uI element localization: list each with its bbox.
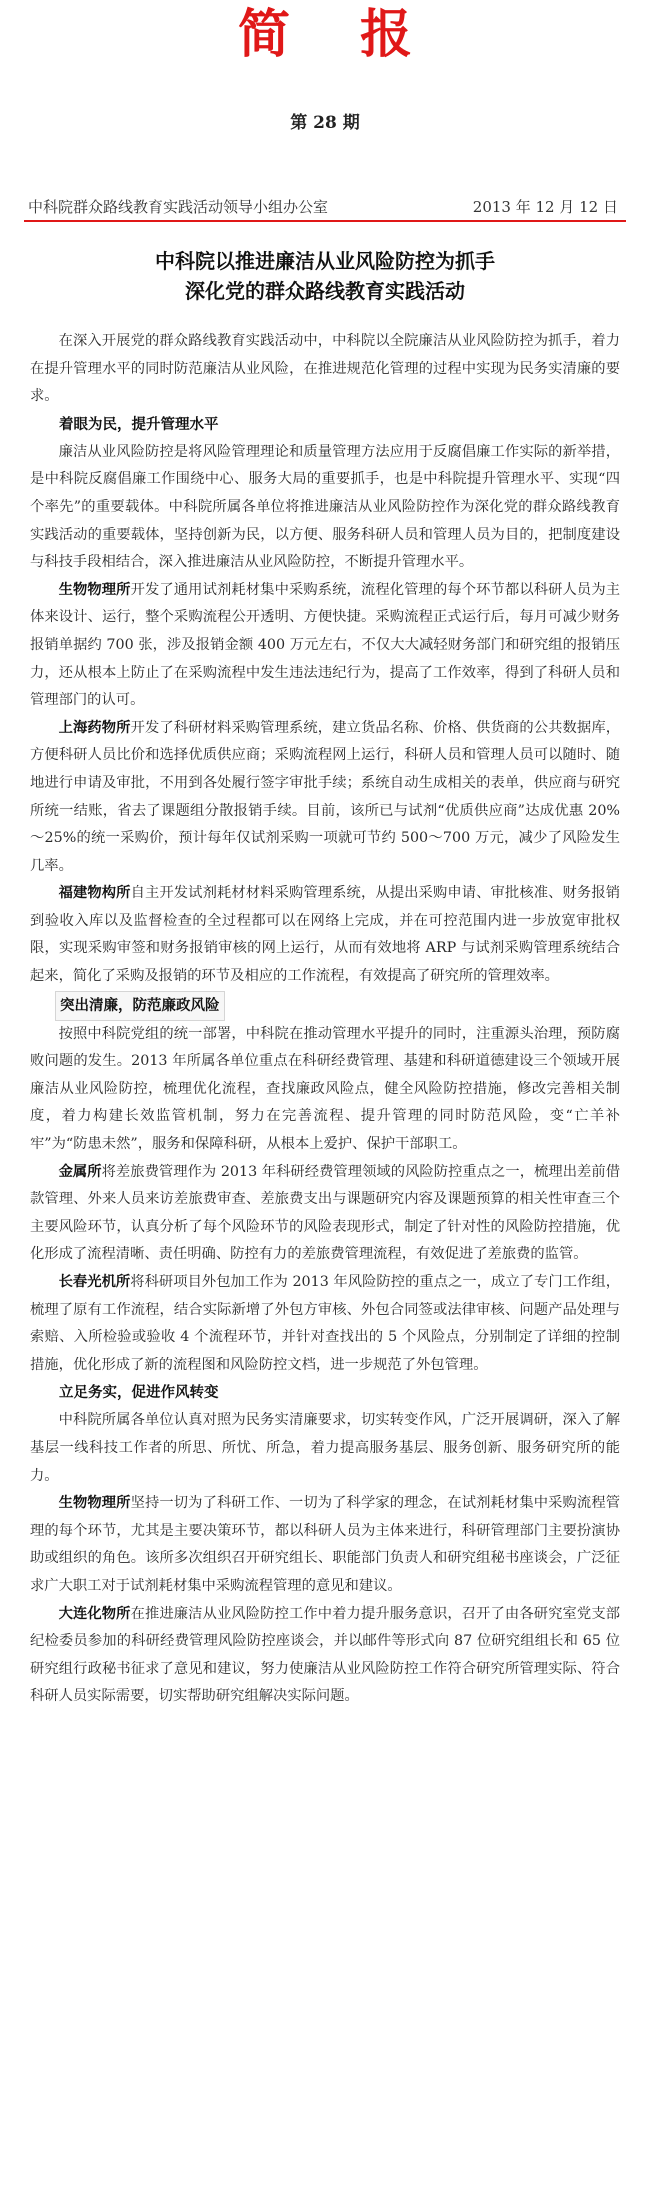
article-body — [30, 328, 620, 1711]
article-title — [0, 246, 650, 306]
unit-name: 金属所 — [58, 1163, 102, 1180]
section-heading-1: 着眼为民，提升管理水平 — [59, 416, 219, 433]
section-1-paragraph-2 — [30, 577, 620, 715]
section-3-paragraph-2 — [30, 1490, 620, 1600]
section-2-paragraph-1: 按照中科院党组的统一部署，中科院在推动管理水平提升的同时，注重源头治理，预防腐败问题的发生。2013 年所属各单位重点在科研经费管理、基建和科研道德建设三个领域开展廉洁从业风险防控，梳理优化流程，查找廉政风险点，健全风险防控措施，修改完善相关制度，着力构建长效监管机制，努力在完善流程、提升管理的同时防范风险，变“亡羊补牢”为“防患未然”，服务和保障科研，从根本上爱护、保护干部职工。 — [30, 1025, 620, 1153]
paragraph-text: 将科研项目外包加工作为 2013 年风险防控的重点之一，成立了专门工作组，梳理了原有工作流程，结合实际新增了外包方审核、外包合同签或法律审核、问题产品处理与索赔、入所检验或验收 4 个流程环节，并针对查找出的 5 个风险点，分别制定了详细的控制措施，优化形成了新的流程图和风险防控文档，进一步规范了外包管理。 — [30, 1274, 620, 1373]
red-divider-line — [24, 220, 626, 222]
article-title-line-2: 深化党的群众路线教育实践活动 — [185, 279, 465, 303]
section-heading-3: 立足务实，促进作风转变 — [59, 1385, 219, 1402]
unit-name: 福建物构所 — [58, 885, 131, 902]
section-2-paragraph-2 — [30, 1159, 620, 1269]
intro-paragraph: 在深入开展党的群众路线教育实践活动中，中科院以全院廉洁从业风险防控为抓手，着力在提升管理水平的同时防范廉洁从业风险，在推进规范化管理的过程中实现为民务实清廉的要求。 — [30, 333, 620, 405]
unit-name: 生物物理所 — [58, 1495, 131, 1512]
unit-name: 上海药物所 — [58, 719, 131, 736]
paragraph-text: 自主开发试剂耗材材料采购管理系统，从提出采购申请、审批核准、财务报销到验收入库以及监督检查的全过程都可以在网络上完成，并在可控范围内进一步放宽审批权限，实现采购审签和财务报销审核的网上运行，从而有效地将 ARP 与试剂采购管理系统结合起来，简化了采购及报销的环节及相应的工作流程，有效提高了研究所的管理效率。 — [30, 885, 621, 985]
unit-name: 生物物理所 — [58, 581, 131, 598]
issue-date: 2013 年 12 月 12 日 — [472, 198, 618, 216]
source-line — [24, 196, 626, 218]
issue-number: 第 28 期 — [290, 113, 360, 133]
section-3-paragraph-3 — [30, 1601, 620, 1711]
paragraph-text: 开发了科研材料采购管理系统，建立货品名称、价格、供货商的公共数据库，方便科研人员比价和选择优质供应商；采购流程网上运行，科研人员和管理人员可以随时、随地进行申请及审批，不用到各处履行签字审批手续；系统自动生成相关的表单，供应商与研究所统一结账，省去了课题组分散报销手续。目前，该所已与试剂“优质供应商”达成优惠 20%～25%的统一采购价，预计每年仅试剂采购一项就可节约 500～700 万元，减少了风险发生几率。 — [30, 719, 621, 874]
section-heading-2 — [30, 991, 620, 1021]
section-1-paragraph-1: 廉洁从业风险防控是将风险管理理论和质量管理方法应用于反腐倡廉工作实际的新举措，是中科院反腐倡廉工作围绕中心、服务大局的重要抓手，也是中科院提升管理水平、实现“四个率先”的重要载体。中科院所属各单位将推进廉洁从业风险防控作为深化党的群众路线教育实践活动的重要载体，坚持创新为民，以方便、服务科研人员和管理人员为目的，把制度建设与科技手段相结合，深入推进廉洁从业风险防控，不断提升管理水平。 — [30, 443, 620, 571]
paragraph-text: 将差旅费管理作为 2013 年科研经费管理领域的风险防控重点之一，梳理出差前借款管理、外来人员来访差旅费审查、差旅费支出与课题研究内容及课题预算的相关性审查三个主要风险环节，认真分析了每个风险环节的风险表现形式，制定了针对性的风险防控措施，优化形成了流程清晰、责任明确、防控有力的差旅费管理流程，有效促进了差旅费的监管。 — [30, 1163, 620, 1263]
section-heading-2-text: 突出清廉，防范廉政风险 — [55, 991, 225, 1021]
paragraph-text: 坚持一切为了科研工作、一切为了科学家的理念，在试剂耗材集中采购流程管理的每个环节，尤其是主要决策环节，都以科研人员为主体来进行，科研管理部门主要扮演协助或组织的角色。该所多次组织召开研究组长、职能部门负责人和研究组秘书座谈会，广泛征求广大职工对于试剂耗材集中采购流程管理的意见和建议。 — [30, 1495, 621, 1594]
section-2-paragraph-3 — [30, 1269, 620, 1379]
paragraph-text: 开发了通用试剂耗材集中采购系统，流程化管理的每个环节都以科研人员为主体来设计、运行，整个采购流程公开透明、方便快捷。采购流程正式运行后，每月可减少财务报销单据约 700 张，涉及报销金额 400 万元左右，不仅大大减轻财务部门和研究组的报销压力，还从根本上防止了在采购流程中发生违法违纪行为，提高了工作效率，得到了科研人员和管理部门的认可。 — [30, 581, 621, 709]
unit-name: 长春光机所 — [58, 1274, 131, 1290]
masthead-title: 简报 — [237, 5, 482, 65]
section-1-paragraph-4 — [30, 880, 620, 990]
section-3-paragraph-1: 中科院所属各单位认真对照为民务实清廉要求，切实转变作风，广泛开展调研，深入了解基层一线科技工作者的所思、所忧、所急，着力提高服务基层、服务创新、服务研究所的能力。 — [30, 1412, 620, 1484]
article-title-line-1: 中科院以推进廉洁从业风险防控为抓手 — [155, 249, 495, 273]
paragraph-text: 在推进廉洁从业风险防控工作中着力提升服务意识，召开了由各研究室党支部纪检委员参加的科研经费管理风险防控座谈会，并以邮件等形式向 87 位研究组组长和 65 位研究组行政秘书征求了意见和建议，努力使廉洁从业风险防控工作符合研究所管理实际、符合科研人员实际需要，切实帮助研究组解决实际问题。 — [30, 1605, 621, 1705]
unit-name: 大连化物所 — [58, 1605, 131, 1622]
issuing-office: 中科院群众路线教育实践活动领导小组办公室 — [28, 198, 329, 216]
section-1-paragraph-3 — [30, 715, 620, 881]
